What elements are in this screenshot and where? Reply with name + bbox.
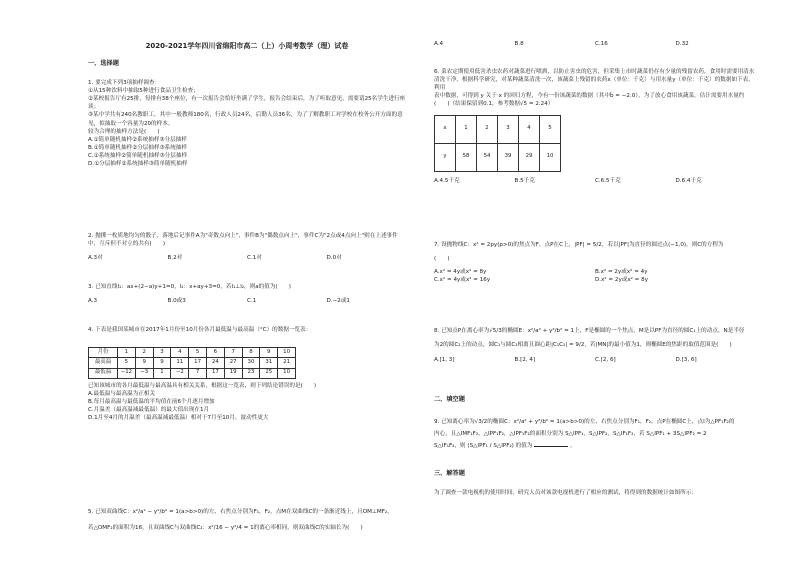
q2-option-c: C.1对	[247, 255, 262, 262]
table-cell: 8	[242, 348, 260, 358]
table-cell: 9	[135, 358, 153, 368]
table-cell: 19	[224, 368, 242, 378]
q9-answer-blank	[534, 446, 568, 447]
table-cell: 9	[153, 358, 171, 368]
q6-option-a: A.4.5千克	[434, 177, 460, 184]
table-cell: 1	[153, 368, 171, 378]
q4-option-c: C.月温差（最高温减最低温）的最大值出现在1月	[88, 407, 210, 414]
table-cell: 29	[519, 143, 540, 171]
section-choice-heading: 一、选择题	[88, 60, 119, 67]
q3-option-c: C.1	[247, 298, 257, 305]
table-row	[89, 358, 296, 368]
q1-option-a: A.①简单随机抽样②系统抽样③分层抽样	[88, 136, 187, 143]
q8-option-b: B.[2, 4]	[514, 357, 536, 364]
q1-line1: ①从15种饮料中抽取5种进行食品卫生检查；	[88, 88, 199, 95]
question-9	[434, 418, 756, 450]
q8-option-a: A.[1, 3]	[434, 357, 455, 364]
question-2	[88, 232, 406, 262]
table-cell: 5	[118, 358, 136, 368]
q9-tail: 。	[570, 443, 576, 450]
table-cell: 31	[260, 358, 278, 368]
q8-line1: 8. 已知点P在离心率为√5/3的椭圆E：x²/a² + y²/b² = 1上，F是椭圆的一个焦点，M是以PF为直径的圆C₁上的动点，N是半径	[434, 328, 745, 334]
q5-line1: 5. 已知双曲线C：x²/a² − y²/b² = 1(a>b>0)的左、右焦点分别为F₁，F₂，点M在双曲线C的一条渐近线上，且OM⊥MF₂，	[88, 509, 393, 515]
table-cell: 30	[242, 358, 260, 368]
question-3	[88, 283, 406, 305]
q5-option-a: A.4	[434, 41, 444, 47]
table-cell: 11	[171, 358, 189, 368]
table-cell: 9	[260, 348, 278, 358]
table-cell: 7	[224, 348, 242, 358]
table-cell: 5	[540, 115, 561, 143]
table-cell: 10	[278, 348, 296, 358]
question-10	[434, 489, 756, 497]
q3-option-d: D.−2或1	[326, 298, 350, 305]
q1-stem: 1. 要完成下列3项抽样调查：	[88, 80, 161, 86]
q4-option-b: B.每月最高温与最低温的平均值在前6个月逐月增加	[88, 399, 215, 406]
table-cell: 25	[260, 368, 278, 378]
table-cell: 最低温	[89, 368, 118, 378]
q6-options	[434, 177, 756, 185]
q1-option-b: B.①简单随机抽样②分层抽样③系统抽样	[88, 144, 187, 151]
table-cell: 2	[135, 348, 153, 358]
table-cell: 4	[171, 348, 189, 358]
table-cell: 7	[189, 368, 207, 378]
q1-option-c: C.①系统抽样②简单随机抽样③分层抽样	[88, 152, 188, 159]
exam-title: 2020-2021学年四川省绵阳市高二（上）小周考数学（理）试卷	[145, 42, 349, 50]
q6-option-c: C.6.5千克	[595, 177, 621, 184]
q10-line1: 为了调查一款电视机的使用时间，研究人员对该款电视机进行了相应的测试，将得到的数据统计如图所示：	[434, 490, 697, 496]
q2-option-b: B.2对	[167, 255, 183, 262]
table-cell: 5	[189, 348, 207, 358]
table-cell: 4	[519, 115, 540, 143]
table-cell: 3	[498, 115, 519, 143]
question-7	[434, 241, 756, 284]
table-cell: 17	[206, 368, 224, 378]
question-5	[88, 508, 406, 532]
q3-options	[88, 297, 406, 305]
q7-options-row2	[434, 276, 756, 284]
q2-option-d: D.0对	[326, 255, 342, 262]
table-cell: −2	[171, 368, 189, 378]
q8-option-c: C.[2, 6]	[595, 357, 616, 364]
table-cell: 最高温	[89, 358, 118, 368]
q4-temperature-table	[88, 347, 296, 379]
table-cell: 1	[118, 348, 136, 358]
table-cell: x	[435, 115, 456, 143]
q7-option-b: B.x² = 2y或x² = 4y	[595, 269, 648, 276]
table-cell: 3	[153, 348, 171, 358]
question-6	[434, 68, 756, 185]
table-cell: y	[435, 143, 456, 171]
q2-options	[88, 254, 406, 262]
q8-option-d: D.[3, 6]	[675, 357, 697, 364]
table-row	[435, 115, 561, 143]
question-8	[434, 327, 756, 364]
q6-option-b: B.5千克	[514, 177, 535, 184]
section-fill-heading: 二、填空题	[434, 396, 465, 403]
q5-option-b: B.8	[514, 41, 524, 47]
q7-option-c: C.x² = 4y或x² = 16y	[434, 277, 491, 284]
table-cell: 58	[456, 143, 477, 171]
table-cell: 39	[498, 143, 519, 171]
q3-option-a: A.3	[88, 298, 98, 305]
table-cell: 54	[477, 143, 498, 171]
q8-line2: 为2的圆C₂上的动点，圆C₁与圆C₂相离且圆心距|C₁C₂| = 9/2，若|MN|的最小值为1，则椭圆E的焦距的取值范围是( )	[434, 342, 732, 349]
q1-line2: ②某校报告厅有25排，每排有38个座位，有一次报告会恰好坐满了学生，报告会结束后，为了听取意见，需要请25名学生进行座谈；	[88, 96, 406, 111]
q5-option-d: D.32	[675, 41, 689, 47]
section-answer-heading: 三、解答题	[434, 470, 465, 477]
table-cell: 10	[540, 143, 561, 171]
table-cell: 23	[242, 368, 260, 378]
q3-stem: 3. 已知直线l₁：ax+(2−a)y+1=0，l₂：x+ay+3=0，若l₁⊥l₂，则a的值为( )	[88, 284, 291, 290]
table-cell: 21	[278, 358, 296, 368]
q9-line1: 9. 已知离心率为√3/2的椭圆C：x²/a² + y²/b² = 1(a>b>0)的左、右焦点分别为F₁，F₂，点P在椭圆C上，点I为△PF₁F₂的	[434, 419, 735, 425]
q9-line2: 内心，且△IMF₁F₂，△IPF₁F₂，△IPF₁F₂的面积分别为 S△IPF₁，S△IPF₂，S△IF₁F₂，若 S△IPF₁ + 3S△IPF₂ = 2	[434, 431, 707, 438]
q1-line4: 较为合理的抽样方法是( )	[88, 128, 160, 135]
question-1	[88, 79, 406, 168]
question-4	[88, 326, 406, 423]
q8-options	[434, 356, 756, 364]
table-row	[435, 143, 561, 171]
table-cell: 17	[189, 358, 207, 368]
table-row	[89, 368, 296, 378]
q7-line2: ( )	[434, 256, 450, 263]
table-cell: 27	[224, 358, 242, 368]
q7-option-d: D.x² = 2y或x² = 8y	[595, 277, 649, 284]
table-cell: −12	[118, 368, 136, 378]
table-cell: 1	[456, 115, 477, 143]
q2-option-a: A.3对	[88, 255, 103, 262]
table-row	[89, 348, 296, 358]
q5-options	[434, 40, 756, 48]
q4-option-a: A.最低温与最高温为正相关	[88, 391, 156, 398]
q6-line2: 表中数据，可得到 y 关于 x 的回归方程，今有一份该蔬菜的数据（其中b̂ = −2.0），为了放心食用该蔬菜，估计需要用水量约( )（结果保留到0.1，参考数据√5 = 2.24）	[434, 93, 745, 108]
q5-option-c: C.16	[595, 41, 608, 47]
table-cell: −3	[135, 368, 153, 378]
q3-option-b: B.0或3	[167, 298, 186, 305]
table-cell: 月份	[89, 348, 118, 358]
q1-line3: ③某中学共有240名教职工，其中一般教师180名，行政人员24名，后勤人员36名，为了了解教职工对学校在校务公开方面的意见，拟抽取一个容量为20的样本。	[88, 112, 403, 127]
q7-option-a: A.x² = 4y或x² = 8y	[434, 269, 487, 276]
q4-stem: 4. 下表是我国某城市在2017年1月份至10月份各月最低温与最高温（°C）的数据一览表：	[88, 327, 312, 333]
table-cell: 2	[477, 115, 498, 143]
table-cell: 24	[206, 358, 224, 368]
q9-line3: S△IF₁F₂，则 (S△IPF₁ / S△IPF₂) 的值为	[434, 443, 533, 450]
q1-option-d: D.①分层抽样②系统抽样③简单随机抽样	[88, 161, 188, 168]
q4-option-d: D.1月至4月的月温差（最高温减最低温）相对于7月至10月，波动性更大	[88, 415, 269, 422]
q4-question: 已知该城市的各月最低温与最高温具有相关关系，根据这一览表，则下列结论错误的是( )	[88, 383, 317, 389]
q7-options-row1	[434, 268, 756, 276]
q5-line2: 若△OMF₂的面积为16，且双曲线C与双曲线C₂：x²/16 − y²/4 = 1的离心率相同，则双曲线C的实轴长为( )	[88, 525, 363, 532]
q6-data-table	[434, 115, 561, 172]
q2-stem: 2. 抛掷一枚质地均匀的骰子，落地后记事件A为"奇数点向上"，事件B为"偶数点向上"，事件C为"2点或4点向上"则在上述事件中，互斥但不对立的共有( )	[88, 233, 398, 248]
q7-line1: 7. 设抛物线C：x² = 2py(p>0)的焦点为F，点P在C上，|PF| = 5/2，若以|PF|为直径的圆过点(−1,0)，则C的方程为	[434, 242, 724, 248]
table-cell: 10	[278, 368, 296, 378]
q6-option-d: D.6.4千克	[675, 177, 702, 184]
q6-line1: 6. 菜农定期使用低害杀虫农药对蔬菜进行喷洒，以防止害虫的危害，但采集上市时蔬菜仍存有少量的残留农药，食用时需要用清水清洗干净，根据科学研究，对某种蔬菜清洗一次，该蔬菜上残留的农药x（单位：千克）与用水量y（单位：千克）的数据如下表，利用	[434, 69, 755, 92]
table-cell: 6	[206, 348, 224, 358]
